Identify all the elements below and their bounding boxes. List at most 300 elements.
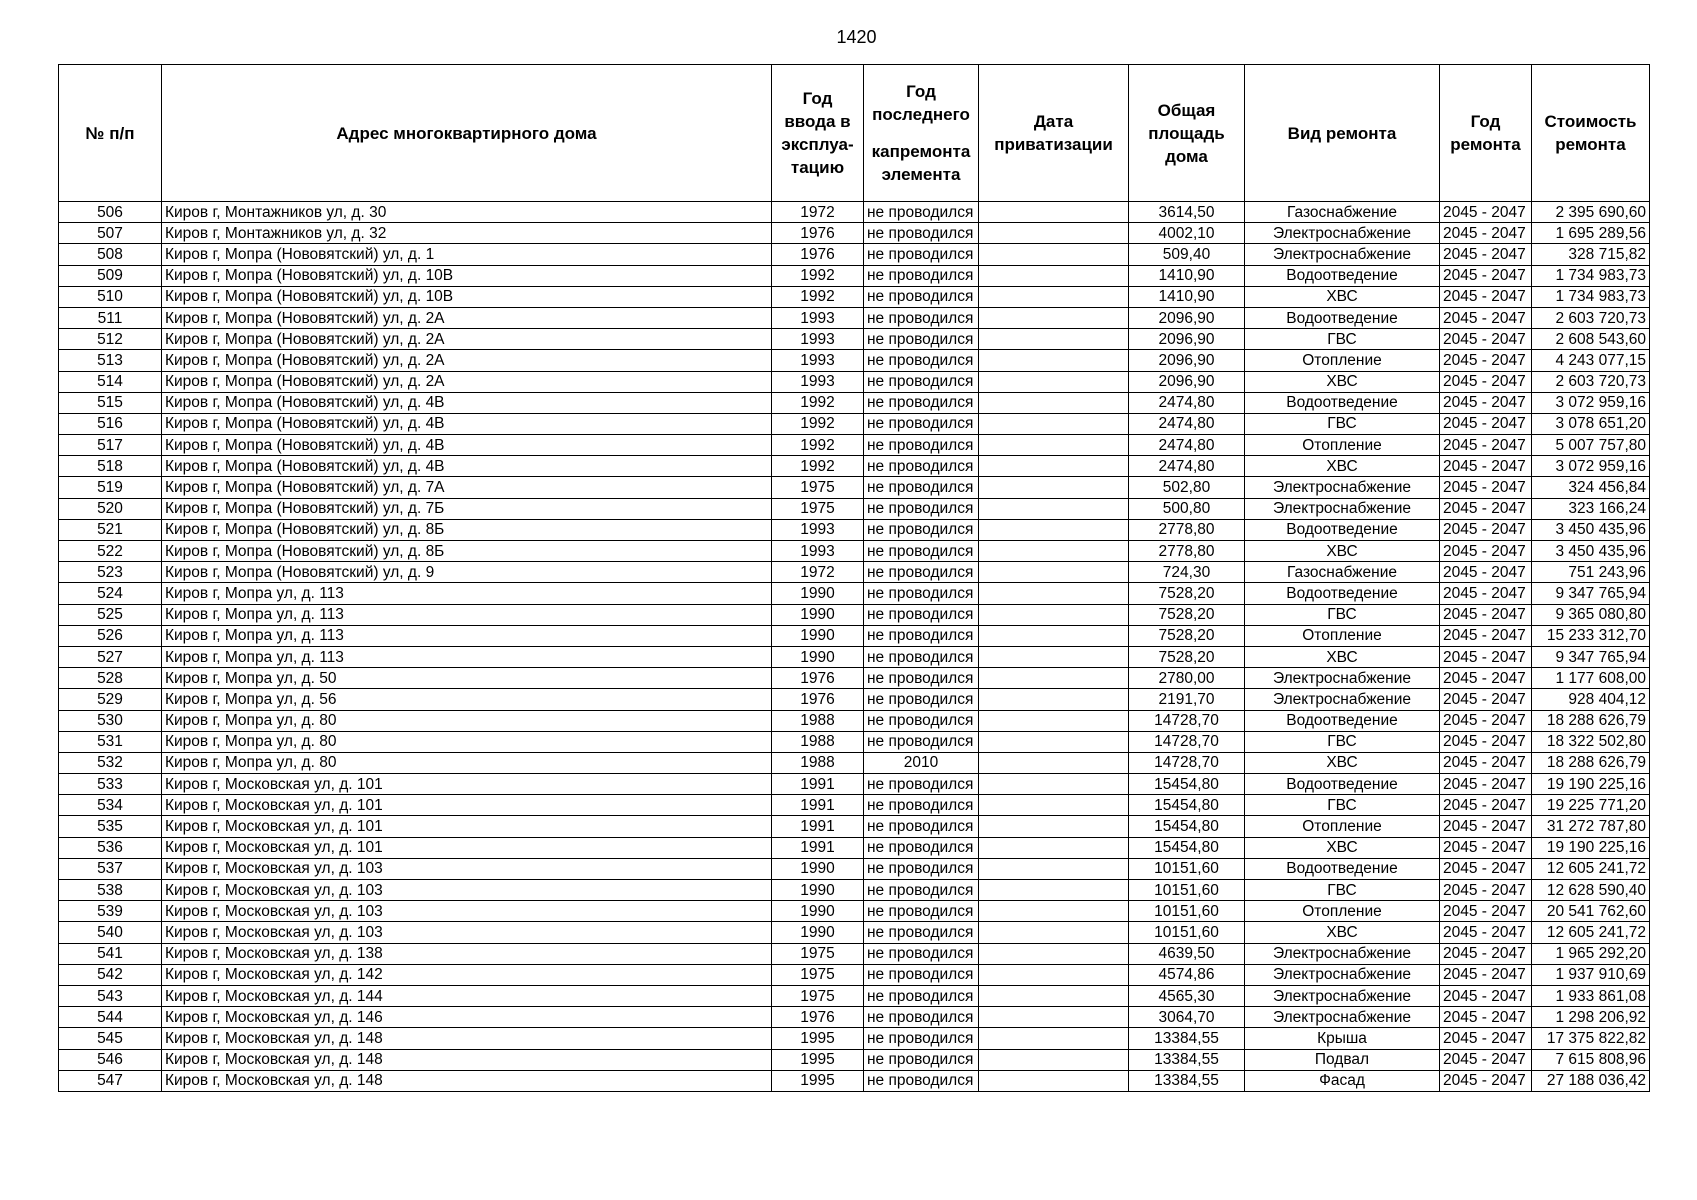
- cell-area: 4574,86: [1129, 964, 1245, 985]
- cell-address: Киров г, Мопра ул, д. 50: [162, 668, 772, 689]
- cell-area: 502,80: [1129, 477, 1245, 498]
- table-row: [59, 435, 1650, 456]
- cell-repair-kind: Водоотведение: [1245, 265, 1440, 286]
- cell-address: Киров г, Московская ул, д. 144: [162, 985, 772, 1006]
- cell-cost: 5 007 757,80: [1532, 435, 1650, 456]
- cell-repair-kind: Электроснабжение: [1245, 244, 1440, 265]
- cell-last-repair: не проводился: [864, 286, 979, 307]
- cell-repair-kind: Водоотведение: [1245, 858, 1440, 879]
- cell-last-repair: не проводился: [864, 477, 979, 498]
- cell-repair-year: 2045 - 2047: [1440, 477, 1532, 498]
- table-row: [59, 286, 1650, 307]
- cell-last-repair: не проводился: [864, 731, 979, 752]
- cell-repair-kind: Электроснабжение: [1245, 668, 1440, 689]
- cell-repair-year: 2045 - 2047: [1440, 392, 1532, 413]
- cell-num: 543: [59, 985, 162, 1006]
- cell-last-repair: не проводился: [864, 837, 979, 858]
- table-row: [59, 837, 1650, 858]
- cell-year-commission: 1993: [772, 519, 864, 540]
- cell-privatization: [979, 943, 1129, 964]
- cell-area: 13384,55: [1129, 1028, 1245, 1049]
- cell-cost: 328 715,82: [1532, 244, 1650, 265]
- cell-num: 545: [59, 1028, 162, 1049]
- cell-cost: 12 605 241,72: [1532, 922, 1650, 943]
- cell-privatization: [979, 1049, 1129, 1070]
- cell-address: Киров г, Мопра (Нововятский) ул, д. 9: [162, 562, 772, 583]
- cell-cost: 7 615 808,96: [1532, 1049, 1650, 1070]
- cell-year-commission: 1976: [772, 668, 864, 689]
- table-row: [59, 583, 1650, 604]
- cell-repair-kind: Электроснабжение: [1245, 1007, 1440, 1028]
- cell-last-repair: не проводился: [864, 1070, 979, 1091]
- cell-num: 532: [59, 752, 162, 773]
- cell-repair-kind: Крыша: [1245, 1028, 1440, 1049]
- table-row: [59, 752, 1650, 773]
- cell-repair-kind: Водоотведение: [1245, 774, 1440, 795]
- cell-repair-year: 2045 - 2047: [1440, 1049, 1532, 1070]
- cell-area: 15454,80: [1129, 816, 1245, 837]
- table-row: [59, 202, 1650, 223]
- cell-repair-kind: ХВС: [1245, 286, 1440, 307]
- cell-privatization: [979, 1028, 1129, 1049]
- cell-repair-year: 2045 - 2047: [1440, 371, 1532, 392]
- cell-privatization: [979, 541, 1129, 562]
- cell-cost: 2 603 720,73: [1532, 307, 1650, 328]
- cell-repair-year: 2045 - 2047: [1440, 731, 1532, 752]
- cell-last-repair: не проводился: [864, 816, 979, 837]
- cell-repair-kind: Электроснабжение: [1245, 498, 1440, 519]
- cell-privatization: [979, 307, 1129, 328]
- cell-num: 523: [59, 562, 162, 583]
- cell-year-commission: 1990: [772, 646, 864, 667]
- cell-year-commission: 1990: [772, 858, 864, 879]
- cell-area: 10151,60: [1129, 901, 1245, 922]
- cell-repair-year: 2045 - 2047: [1440, 625, 1532, 646]
- cell-area: 14728,70: [1129, 710, 1245, 731]
- cell-privatization: [979, 668, 1129, 689]
- cell-last-repair: не проводился: [864, 858, 979, 879]
- cell-repair-kind: Подвал: [1245, 1049, 1440, 1070]
- cell-area: 10151,60: [1129, 858, 1245, 879]
- cell-repair-year: 2045 - 2047: [1440, 413, 1532, 434]
- cell-cost: 12 628 590,40: [1532, 880, 1650, 901]
- cell-last-repair: не проводился: [864, 880, 979, 901]
- cell-area: 2096,90: [1129, 307, 1245, 328]
- cell-repair-kind: ГВС: [1245, 413, 1440, 434]
- cell-cost: 1 177 608,00: [1532, 668, 1650, 689]
- cell-year-commission: 1995: [772, 1049, 864, 1070]
- cell-num: 537: [59, 858, 162, 879]
- cell-address: Киров г, Московская ул, д. 101: [162, 816, 772, 837]
- cell-privatization: [979, 329, 1129, 350]
- cell-num: 540: [59, 922, 162, 943]
- cell-privatization: [979, 456, 1129, 477]
- cell-last-repair: не проводился: [864, 202, 979, 223]
- cell-repair-kind: ГВС: [1245, 880, 1440, 901]
- cell-last-repair: не проводился: [864, 223, 979, 244]
- cell-address: Киров г, Мопра (Нововятский) ул, д. 10В: [162, 286, 772, 307]
- cell-year-commission: 1990: [772, 880, 864, 901]
- cell-address: Киров г, Мопра (Нововятский) ул, д. 1: [162, 244, 772, 265]
- cell-privatization: [979, 562, 1129, 583]
- cell-cost: 1 695 289,56: [1532, 223, 1650, 244]
- cell-address: Киров г, Мопра (Нововятский) ул, д. 4В: [162, 456, 772, 477]
- table-row: [59, 519, 1650, 540]
- cell-repair-year: 2045 - 2047: [1440, 498, 1532, 519]
- cell-address: Киров г, Московская ул, д. 142: [162, 964, 772, 985]
- cell-repair-kind: ГВС: [1245, 731, 1440, 752]
- cell-area: 13384,55: [1129, 1070, 1245, 1091]
- cell-num: 539: [59, 901, 162, 922]
- cell-privatization: [979, 1070, 1129, 1091]
- cell-num: 536: [59, 837, 162, 858]
- cell-last-repair: не проводился: [864, 541, 979, 562]
- cell-last-repair: не проводился: [864, 562, 979, 583]
- cell-year-commission: 1975: [772, 498, 864, 519]
- cell-year-commission: 1976: [772, 223, 864, 244]
- cell-repair-kind: Отопление: [1245, 901, 1440, 922]
- cell-privatization: [979, 625, 1129, 646]
- cell-repair-year: 2045 - 2047: [1440, 880, 1532, 901]
- cell-repair-year: 2045 - 2047: [1440, 265, 1532, 286]
- cell-num: 522: [59, 541, 162, 562]
- table-row: [59, 392, 1650, 413]
- cell-num: 516: [59, 413, 162, 434]
- cell-repair-year: 2045 - 2047: [1440, 774, 1532, 795]
- cell-address: Киров г, Мопра ул, д. 113: [162, 625, 772, 646]
- cell-cost: 3 450 435,96: [1532, 541, 1650, 562]
- header-last-repair-bottom: капремонта элемента: [871, 142, 971, 184]
- cell-repair-kind: ГВС: [1245, 604, 1440, 625]
- cell-cost: 12 605 241,72: [1532, 858, 1650, 879]
- cell-last-repair: не проводился: [864, 307, 979, 328]
- cell-cost: 15 233 312,70: [1532, 625, 1650, 646]
- table-row: [59, 456, 1650, 477]
- cell-num: 507: [59, 223, 162, 244]
- cell-num: 518: [59, 456, 162, 477]
- cell-repair-year: 2045 - 2047: [1440, 943, 1532, 964]
- cell-last-repair: не проводился: [864, 413, 979, 434]
- cell-privatization: [979, 752, 1129, 773]
- cell-repair-year: 2045 - 2047: [1440, 1007, 1532, 1028]
- table-header-row: [59, 65, 1650, 202]
- cell-cost: 1 734 983,73: [1532, 286, 1650, 307]
- table-row: [59, 413, 1650, 434]
- cell-repair-kind: Электроснабжение: [1245, 477, 1440, 498]
- cell-address: Киров г, Мопра (Нововятский) ул, д. 7А: [162, 477, 772, 498]
- cell-cost: 1 965 292,20: [1532, 943, 1650, 964]
- cell-privatization: [979, 837, 1129, 858]
- cell-last-repair: не проводился: [864, 1028, 979, 1049]
- cell-last-repair: не проводился: [864, 435, 979, 456]
- cell-cost: 751 243,96: [1532, 562, 1650, 583]
- cell-year-commission: 1988: [772, 731, 864, 752]
- table-row: [59, 371, 1650, 392]
- cell-num: 528: [59, 668, 162, 689]
- cell-privatization: [979, 392, 1129, 413]
- cell-repair-kind: Газоснабжение: [1245, 202, 1440, 223]
- cell-cost: 9 347 765,94: [1532, 583, 1650, 604]
- cell-last-repair: не проводился: [864, 668, 979, 689]
- cell-area: 1410,90: [1129, 265, 1245, 286]
- cell-year-commission: 1991: [772, 774, 864, 795]
- cell-area: 2474,80: [1129, 456, 1245, 477]
- cell-area: 509,40: [1129, 244, 1245, 265]
- cell-address: Киров г, Мопра (Нововятский) ул, д. 4В: [162, 435, 772, 456]
- table-row: [59, 646, 1650, 667]
- cell-last-repair: не проводился: [864, 774, 979, 795]
- cell-year-commission: 1993: [772, 307, 864, 328]
- cell-area: 10151,60: [1129, 880, 1245, 901]
- cell-num: 521: [59, 519, 162, 540]
- cell-cost: 1 298 206,92: [1532, 1007, 1650, 1028]
- cell-year-commission: 1988: [772, 752, 864, 773]
- cell-repair-kind: Водоотведение: [1245, 710, 1440, 731]
- cell-area: 3614,50: [1129, 202, 1245, 223]
- cell-privatization: [979, 202, 1129, 223]
- header-address: Адрес многоквартирного дома: [162, 65, 772, 202]
- cell-repair-year: 2045 - 2047: [1440, 922, 1532, 943]
- cell-year-commission: 1991: [772, 837, 864, 858]
- cell-privatization: [979, 985, 1129, 1006]
- cell-address: Киров г, Московская ул, д. 103: [162, 858, 772, 879]
- cell-num: 533: [59, 774, 162, 795]
- cell-repair-kind: Отопление: [1245, 816, 1440, 837]
- table-row: [59, 731, 1650, 752]
- cell-area: 2096,90: [1129, 329, 1245, 350]
- table-row: [59, 265, 1650, 286]
- table-row: [59, 901, 1650, 922]
- cell-num: 535: [59, 816, 162, 837]
- cell-year-commission: 1993: [772, 350, 864, 371]
- cell-repair-year: 2045 - 2047: [1440, 223, 1532, 244]
- cell-repair-kind: ХВС: [1245, 371, 1440, 392]
- cell-cost: 1 734 983,73: [1532, 265, 1650, 286]
- cell-repair-kind: Электроснабжение: [1245, 223, 1440, 244]
- table-row: [59, 858, 1650, 879]
- cell-num: 508: [59, 244, 162, 265]
- cell-address: Киров г, Московская ул, д. 148: [162, 1028, 772, 1049]
- cell-repair-kind: Газоснабжение: [1245, 562, 1440, 583]
- header-last-repair-top: Год последнего: [872, 82, 970, 124]
- cell-year-commission: 1992: [772, 392, 864, 413]
- cell-address: Киров г, Мопра ул, д. 80: [162, 731, 772, 752]
- cell-repair-kind: ГВС: [1245, 329, 1440, 350]
- cell-num: 510: [59, 286, 162, 307]
- cell-area: 7528,20: [1129, 646, 1245, 667]
- cell-last-repair: не проводился: [864, 922, 979, 943]
- table-row: [59, 985, 1650, 1006]
- cell-address: Киров г, Мопра ул, д. 113: [162, 583, 772, 604]
- cell-address: Киров г, Московская ул, д. 101: [162, 795, 772, 816]
- cell-last-repair: не проводился: [864, 901, 979, 922]
- cell-cost: 1 937 910,69: [1532, 964, 1650, 985]
- cell-repair-kind: Водоотведение: [1245, 583, 1440, 604]
- cell-repair-kind: Электроснабжение: [1245, 964, 1440, 985]
- cell-cost: 19 225 771,20: [1532, 795, 1650, 816]
- cell-address: Киров г, Мопра (Нововятский) ул, д. 7Б: [162, 498, 772, 519]
- cell-repair-kind: ХВС: [1245, 541, 1440, 562]
- cell-cost: 3 450 435,96: [1532, 519, 1650, 540]
- cell-cost: 18 322 502,80: [1532, 731, 1650, 752]
- cell-privatization: [979, 265, 1129, 286]
- cell-year-commission: 1992: [772, 413, 864, 434]
- cell-cost: 323 166,24: [1532, 498, 1650, 519]
- cell-cost: 27 188 036,42: [1532, 1070, 1650, 1091]
- header-num: № п/п: [59, 65, 162, 202]
- cell-last-repair: 2010: [864, 752, 979, 773]
- cell-area: 7528,20: [1129, 583, 1245, 604]
- cell-repair-kind: Водоотведение: [1245, 307, 1440, 328]
- cell-cost: 19 190 225,16: [1532, 774, 1650, 795]
- cell-privatization: [979, 244, 1129, 265]
- cell-privatization: [979, 371, 1129, 392]
- cell-repair-kind: Отопление: [1245, 435, 1440, 456]
- cell-address: Киров г, Московская ул, д. 101: [162, 774, 772, 795]
- cell-repair-kind: Водоотведение: [1245, 519, 1440, 540]
- cell-last-repair: не проводился: [864, 265, 979, 286]
- cell-last-repair: не проводился: [864, 795, 979, 816]
- cell-area: 724,30: [1129, 562, 1245, 583]
- cell-repair-year: 2045 - 2047: [1440, 985, 1532, 1006]
- cell-year-commission: 1992: [772, 456, 864, 477]
- cell-num: 512: [59, 329, 162, 350]
- cell-repair-kind: ХВС: [1245, 837, 1440, 858]
- cell-privatization: [979, 710, 1129, 731]
- cell-privatization: [979, 646, 1129, 667]
- cell-repair-kind: Электроснабжение: [1245, 689, 1440, 710]
- cell-area: 2191,70: [1129, 689, 1245, 710]
- cell-repair-year: 2045 - 2047: [1440, 604, 1532, 625]
- cell-num: 513: [59, 350, 162, 371]
- cell-privatization: [979, 413, 1129, 434]
- cell-area: 2778,80: [1129, 541, 1245, 562]
- cell-area: 15454,80: [1129, 837, 1245, 858]
- cell-num: 509: [59, 265, 162, 286]
- cell-year-commission: 1975: [772, 985, 864, 1006]
- cell-cost: 3 078 651,20: [1532, 413, 1650, 434]
- cell-address: Киров г, Мопра (Нововятский) ул, д. 4В: [162, 392, 772, 413]
- header-cost: Стоимость ремонта: [1532, 65, 1650, 202]
- cell-year-commission: 1995: [772, 1028, 864, 1049]
- cell-cost: 18 288 626,79: [1532, 710, 1650, 731]
- cell-repair-kind: Отопление: [1245, 625, 1440, 646]
- cell-repair-kind: ГВС: [1245, 795, 1440, 816]
- cell-year-commission: 1993: [772, 371, 864, 392]
- cell-last-repair: не проводился: [864, 371, 979, 392]
- cell-repair-kind: Фасад: [1245, 1070, 1440, 1091]
- cell-repair-year: 2045 - 2047: [1440, 329, 1532, 350]
- cell-num: 506: [59, 202, 162, 223]
- cell-address: Киров г, Мопра (Нововятский) ул, д. 8Б: [162, 541, 772, 562]
- cell-cost: 1 933 861,08: [1532, 985, 1650, 1006]
- cell-area: 13384,55: [1129, 1049, 1245, 1070]
- cell-last-repair: не проводился: [864, 392, 979, 413]
- cell-last-repair: не проводился: [864, 1049, 979, 1070]
- cell-privatization: [979, 223, 1129, 244]
- cell-cost: 2 608 543,60: [1532, 329, 1650, 350]
- cell-area: 2474,80: [1129, 392, 1245, 413]
- table-row: [59, 329, 1650, 350]
- table-row: [59, 795, 1650, 816]
- cell-last-repair: не проводился: [864, 498, 979, 519]
- cell-year-commission: 1990: [772, 922, 864, 943]
- cell-num: 525: [59, 604, 162, 625]
- cell-year-commission: 1990: [772, 583, 864, 604]
- cell-num: 542: [59, 964, 162, 985]
- cell-cost: 3 072 959,16: [1532, 456, 1650, 477]
- cell-cost: 2 395 690,60: [1532, 202, 1650, 223]
- cell-area: 14728,70: [1129, 731, 1245, 752]
- cell-repair-year: 2045 - 2047: [1440, 244, 1532, 265]
- cell-repair-year: 2045 - 2047: [1440, 456, 1532, 477]
- cell-address: Киров г, Московская ул, д. 146: [162, 1007, 772, 1028]
- cell-num: 529: [59, 689, 162, 710]
- cell-last-repair: не проводился: [864, 244, 979, 265]
- header-area: Общая площадь дома: [1129, 65, 1245, 202]
- cell-repair-year: 2045 - 2047: [1440, 837, 1532, 858]
- page-number: 1420: [836, 27, 877, 47]
- cell-repair-year: 2045 - 2047: [1440, 202, 1532, 223]
- cell-address: Киров г, Мопра ул, д. 113: [162, 604, 772, 625]
- cell-year-commission: 1975: [772, 964, 864, 985]
- cell-repair-year: 2045 - 2047: [1440, 689, 1532, 710]
- cell-num: 547: [59, 1070, 162, 1091]
- cell-year-commission: 1992: [772, 435, 864, 456]
- cell-privatization: [979, 350, 1129, 371]
- cell-num: 531: [59, 731, 162, 752]
- cell-repair-year: 2045 - 2047: [1440, 795, 1532, 816]
- table-row: [59, 223, 1650, 244]
- cell-address: Киров г, Мопра (Нововятский) ул, д. 2А: [162, 371, 772, 392]
- cell-last-repair: не проводился: [864, 350, 979, 371]
- table-body: [59, 202, 1650, 1092]
- table-row: [59, 350, 1650, 371]
- cell-address: Киров г, Мопра (Нововятский) ул, д. 8Б: [162, 519, 772, 540]
- cell-num: 546: [59, 1049, 162, 1070]
- cell-area: 2778,80: [1129, 519, 1245, 540]
- cell-last-repair: не проводился: [864, 985, 979, 1006]
- cell-repair-year: 2045 - 2047: [1440, 435, 1532, 456]
- table-row: [59, 668, 1650, 689]
- cell-num: 524: [59, 583, 162, 604]
- cell-privatization: [979, 498, 1129, 519]
- cell-address: Киров г, Мопра (Нововятский) ул, д. 2А: [162, 307, 772, 328]
- cell-repair-year: 2045 - 2047: [1440, 1028, 1532, 1049]
- cell-address: Киров г, Монтажников ул, д. 30: [162, 202, 772, 223]
- cell-privatization: [979, 604, 1129, 625]
- cell-area: 2474,80: [1129, 435, 1245, 456]
- cell-last-repair: не проводился: [864, 456, 979, 477]
- cell-num: 515: [59, 392, 162, 413]
- cell-privatization: [979, 1007, 1129, 1028]
- cell-cost: 4 243 077,15: [1532, 350, 1650, 371]
- cell-address: Киров г, Монтажников ул, д. 32: [162, 223, 772, 244]
- cell-address: Киров г, Московская ул, д. 148: [162, 1070, 772, 1091]
- cell-cost: 20 541 762,60: [1532, 901, 1650, 922]
- table-row: [59, 922, 1650, 943]
- cell-address: Киров г, Мопра ул, д. 56: [162, 689, 772, 710]
- header-repair-kind: Вид ремонта: [1245, 65, 1440, 202]
- cell-repair-year: 2045 - 2047: [1440, 668, 1532, 689]
- table-row: [59, 710, 1650, 731]
- cell-cost: 17 375 822,82: [1532, 1028, 1650, 1049]
- cell-privatization: [979, 816, 1129, 837]
- table-row: [59, 689, 1650, 710]
- cell-privatization: [979, 880, 1129, 901]
- header-repair-year: Год ремонта: [1440, 65, 1532, 202]
- cell-last-repair: не проводился: [864, 710, 979, 731]
